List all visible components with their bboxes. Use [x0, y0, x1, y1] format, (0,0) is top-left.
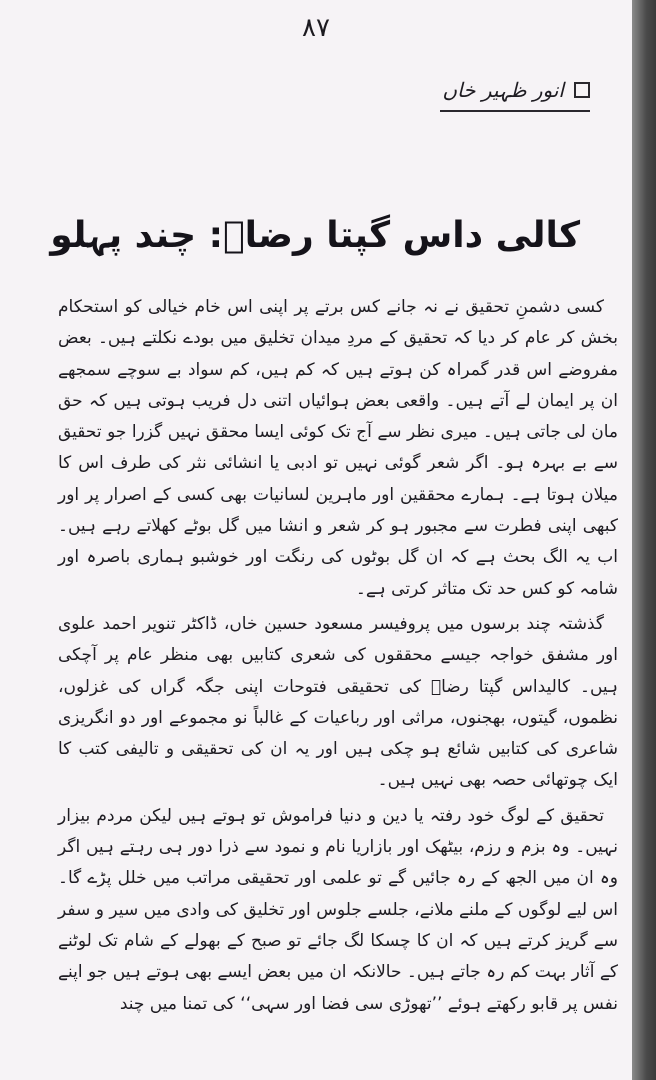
page-number: ۸۷: [302, 13, 330, 43]
paragraph-1: کسی دشمنِ تحقیق نے نہ جانے کس برتے پر اپنی اس خام خیالی کو استحکام بخش کر عام کر دیا کہ تحقیق کے مردِ میدان تخلیق میں بودے نکلتے ہیں۔ بعض مفروضے اس قدر گمراہ کن ہوتے ہیں کہ کم ہیں، کم سواد بے سوچے سمجھے ان پر ایمان لے آتے ہیں۔ واقعی بعض ہوائیاں اتنی دل فریب ہوتی ہیں کہ حق مان لی جاتی ہیں۔ میری نظر سے آج تک کوئی ایسا محقق نہیں گزرا جو تحقیق سے بے بہرہ ہو۔ اگر شعر گوئی نہیں تو ادبی یا انشائی نثر کی طرف اس کا میلان ہوتا ہے۔ ہمارے محققین اور ماہرین لسانیات بھی کسی کے اصرار پر اور کبھی اپنی فطرت سے مجبور ہو کر شعر و انشا میں گل بوٹے کھلاتے رہے ہیں۔ اب یہ الگ بحث ہے کہ ان گل بوٹوں کی رنگت اور خوشبو ہماری باصرہ اور شامہ کو کس حد تک متاثر کرتی ہے۔: [58, 297, 618, 599]
article-body: [58, 292, 618, 1020]
author-name: انور ظہیر خاں: [442, 78, 564, 102]
square-bullet-icon: [574, 82, 590, 98]
author-header: [440, 70, 590, 112]
paragraph-3: تحقیق کے لوگ خود رفتہ یا دین و دنیا فراموش تو ہوتے ہیں لیکن مردم بیزار نہیں۔ وہ بزم و رزم، بیٹھک اور بازاریا نام و نمود سے ذرا دور ہی رہتے ہیں اگر وہ ان میں الجھ کے رہ جائیں گے تو علمی اور تحقیقی مراتب میں خلل پڑے گا۔ اس لیے لوگوں کے ملنے ملانے، جلسے جلوس اور تخلیق کی وادی میں سیر و سفر سے گریز کرتے ہیں کہ ان کا چسکا لگ جائے تو صبح کے بھولے کے شام تک لوٹنے کے آثار بہت کم رہ جاتے ہیں۔ حالانکہ ان میں بعض ایسے بھی ہوتے ہیں جو اپنے نفس پر قابو رکھتے ہوئے ’’تھوڑی سی فضا اور سہی‘‘ کی تمنا میں چند: [58, 805, 618, 1014]
book-spine-shadow: [632, 0, 656, 1080]
paragraph-2: گذشتہ چند برسوں میں پروفیسر مسعود حسین خاں، ڈاکٹر تنویر احمد علوی اور مشفق خواجہ جیسے محققوں کی شعری کتابیں بھی منظر عام پر آچکی ہیں۔ کالیداس گپتا رضاؔ کی تحقیقی فتوحات اپنی جگہ گراں کی غزلوں، نظموں، گیتوں، بھجنوں، مراثی اور رباعیات کے غالباً نو مجموعے اور دو انگریزی شاعری کی کتابیں شائع ہو چکی ہیں اور یہ ان کی تحقیقی و تالیفی کتب کا ایک چوتھائی حصہ بھی نہیں ہیں۔: [58, 613, 618, 791]
article-title: کالی داس گپتا رضاؔ: چند پہلو: [50, 215, 580, 256]
